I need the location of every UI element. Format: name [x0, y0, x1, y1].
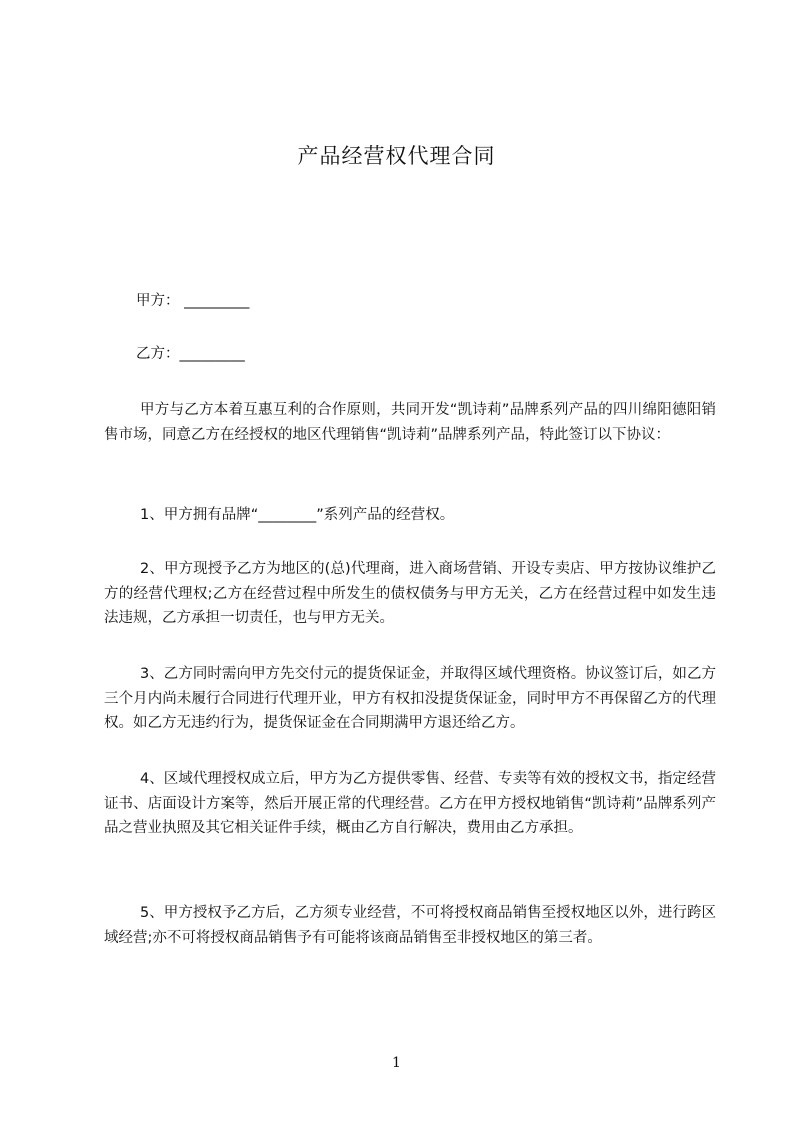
party-a-line: 甲方： _________ [136, 293, 250, 309]
page-number: 1 [392, 1055, 401, 1071]
party-b-line: 乙方：_________ [136, 346, 245, 362]
clause-2: 2、甲方现授予乙方为地区的(总)代理商，进入商场营销、开设专卖店、甲方按协议维护乙方的经营代理权;乙方在经营过程中所发生的债权债务与甲方无关，乙方在经营过程中如发生违法违规，乙方承担一切责任，也与甲方无关。 [104, 561, 716, 626]
clause-5: 5、甲方授权予乙方后，乙方须专业经营，不可将授权商品销售至授权地区以外，进行跨区域经营;亦不可将授权商品销售予有可能将该商品销售至非授权地区的第三者。 [104, 905, 716, 946]
intro-paragraph: 甲方与乙方本着互惠互利的合作原则，共同开发“凯诗莉”品牌系列产品的四川绵阳德阳销售市场，同意乙方在经授权的地区代理销售“凯诗莉”品牌系列产品，特此签订以下协议： [104, 402, 716, 443]
clause-3: 3、乙方同时需向甲方先交付元的提货保证金，并取得区域代理资格。协议签订后，如乙方三个月内尚未履行合同进行代理开业，甲方有权扣没提货保证金，同时甲方不再保留乙方的代理权。如乙方无违约行为，提货保证金在合同期满甲方退还给乙方。 [104, 666, 716, 731]
clause-1: 1、甲方拥有品牌“________”系列产品的经营权。 [140, 507, 455, 523]
clause-4: 4、区域代理授权成立后，甲方为乙方提供零售、经营、专卖等有效的授权文书，指定经营证书、店面设计方案等，然后开展正常的代理经营。乙方在甲方授权地销售“凯诗莉”品牌系列产品之营业执照及其它相关证件手续，概由乙方自行解决，费用由乙方承担。 [104, 771, 716, 836]
document-title: 产品经营权代理合同 [297, 144, 496, 168]
